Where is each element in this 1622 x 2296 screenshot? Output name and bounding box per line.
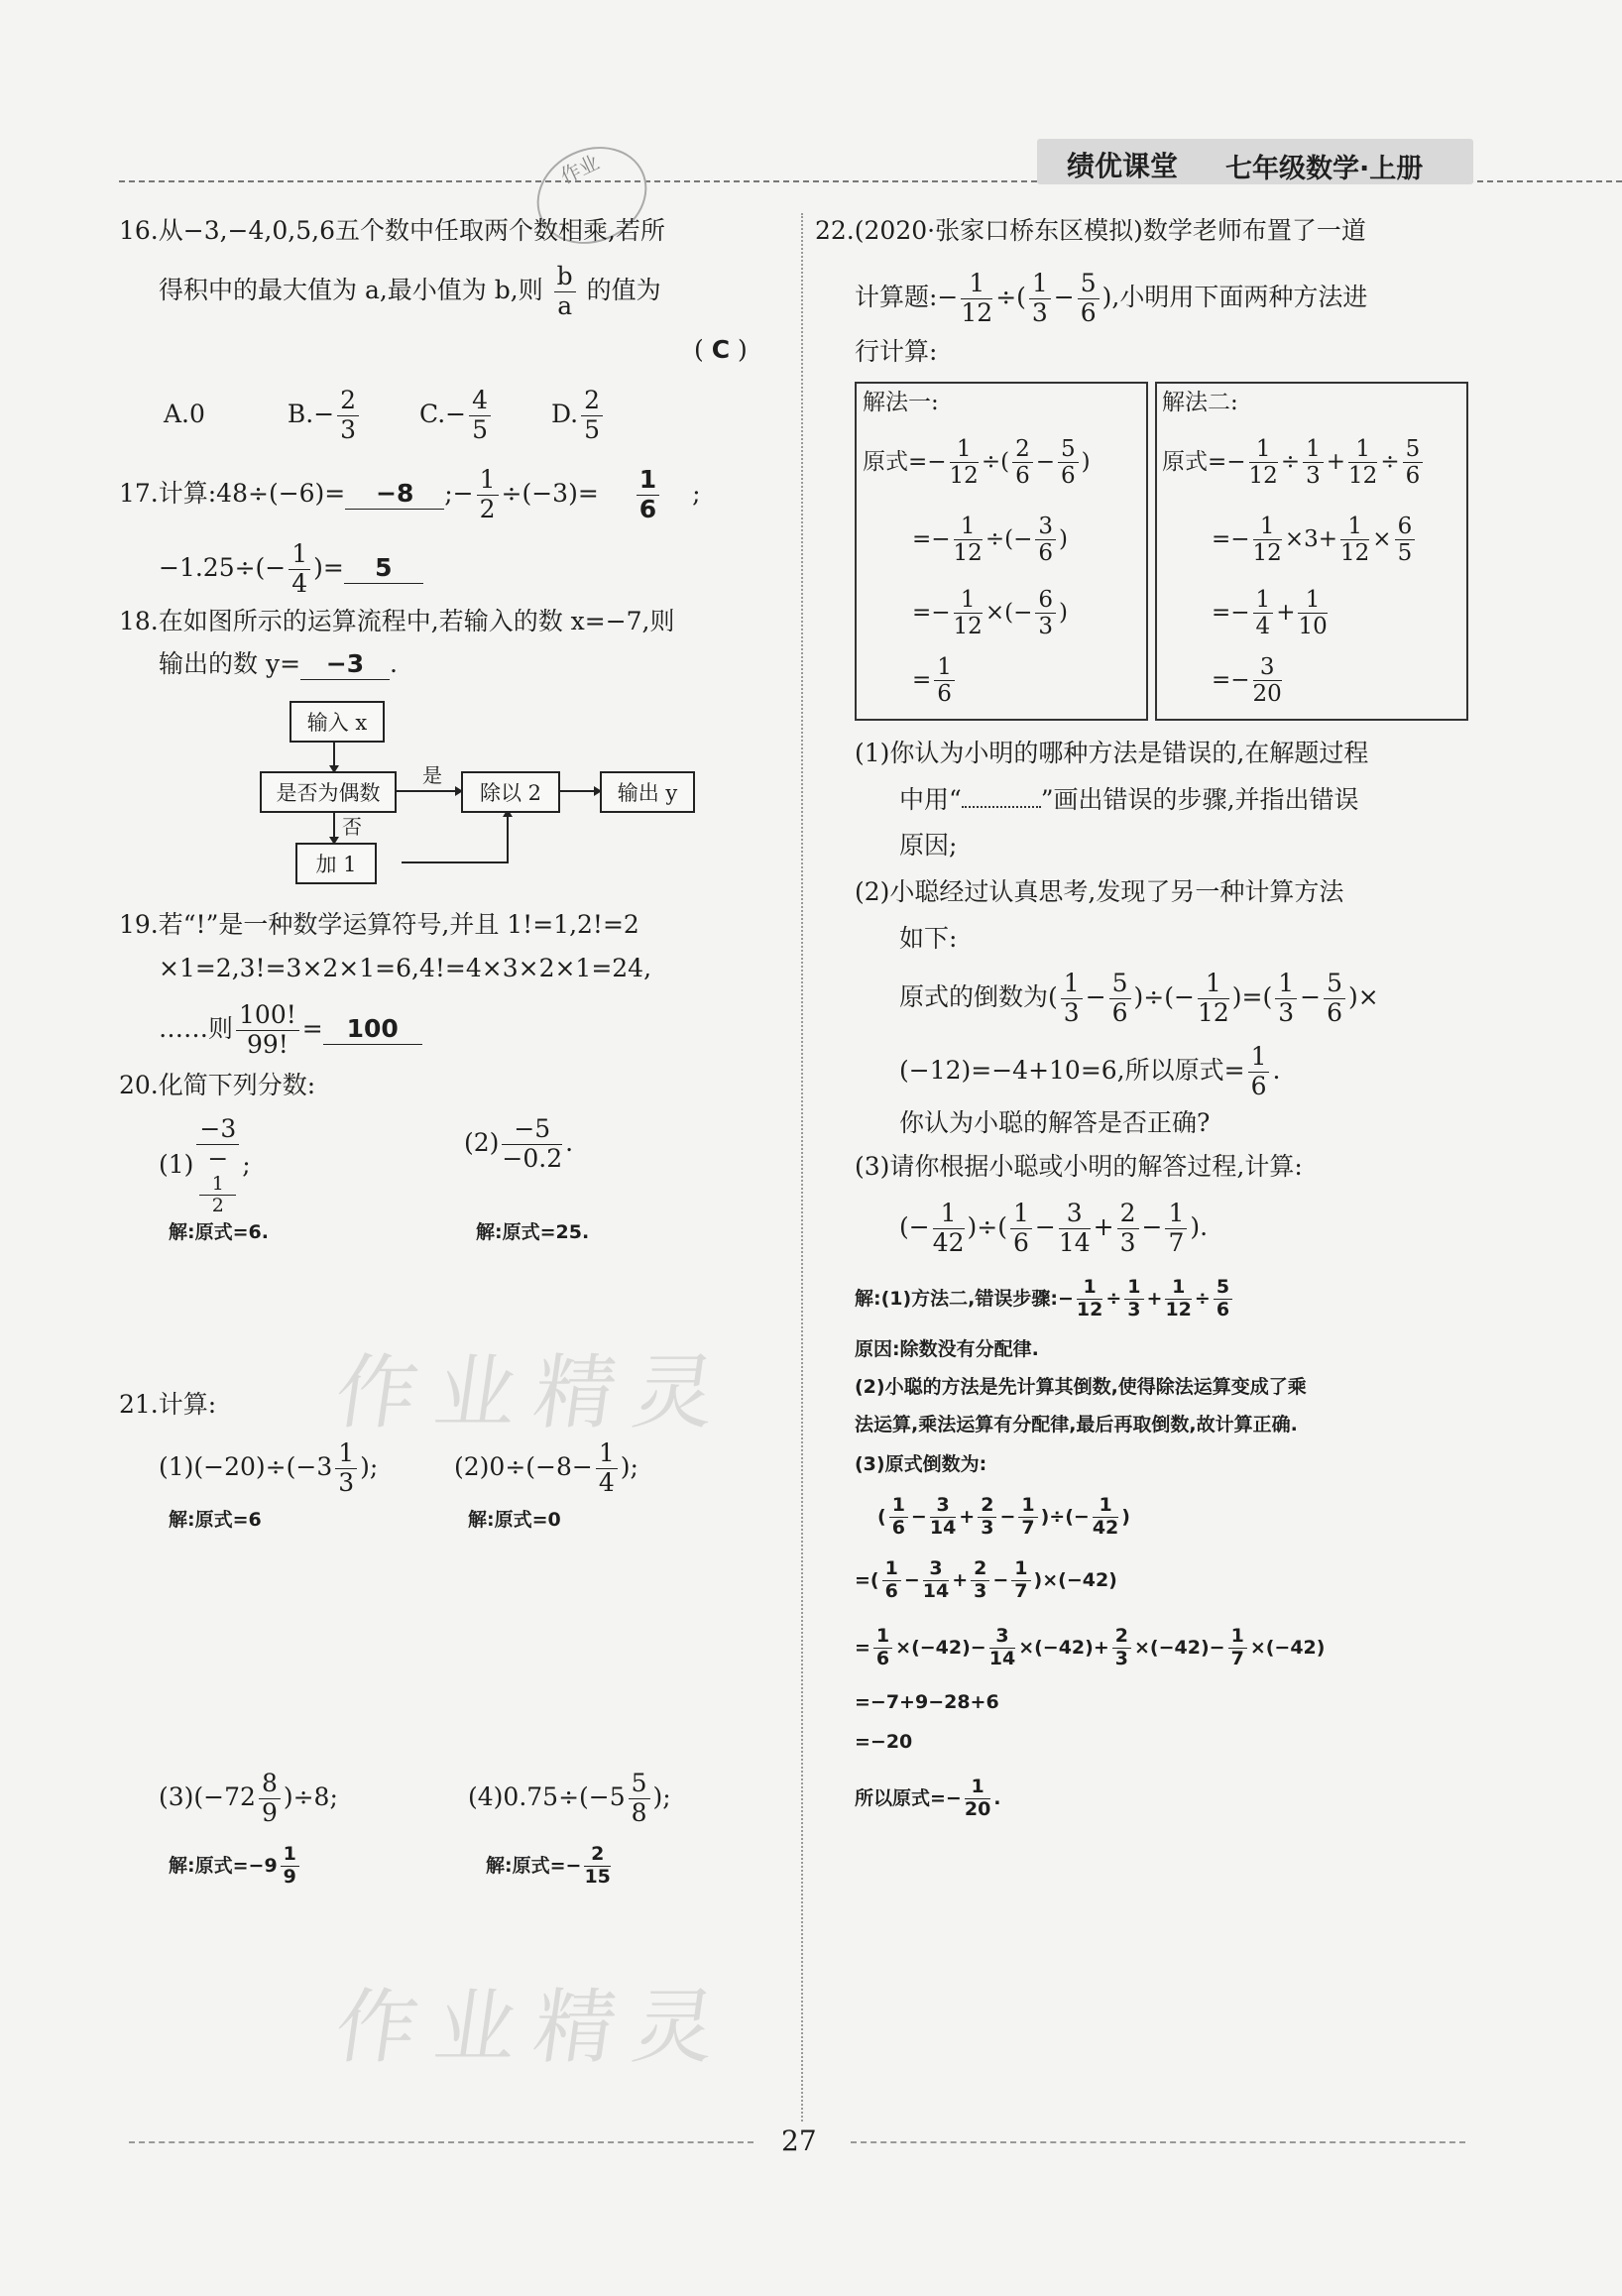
q19-line2: ×1=2,3!=3×2×1=6,4!=4×3×2×1=24, [159,954,652,982]
q21-title: 21.计算: [119,1390,217,1419]
q21-part4: (4)0.75÷(−5 $\frac{5}{8}$ ); [468,1769,671,1827]
q16-options: A.0 B.− $\frac{2}{3}$ C.− $\frac{4}{5}$ D. $\frac{2}{5}$ [164,387,606,445]
q22-answer3-line1: ( $\frac{1}{6}$ − $\frac{3}{14}$ + $\frac{2}{3}$ − $\frac{1}{7}$ )÷(− $\frac{1}{42}$ ) [877,1494,1130,1539]
column-divider [801,213,803,2122]
flow-divide: 除以 2 [461,771,560,813]
q22-sub2-line4: (−12)=−4+10=6,所以原式= $\frac{1}{6}$ . [899,1042,1281,1100]
method1-title: 解法一: [863,390,939,415]
method2-row3: =− $\frac{1}{4}$ + $\frac{1}{10}$ [1212,587,1328,640]
q22-answer1-reason: 原因:除数没有分配律. [855,1338,1039,1360]
page-number: 27 [781,2124,817,2157]
book-title: 七年级数学·上册 [1225,154,1424,184]
q22-sub2-line2: 如下: [899,924,958,953]
flow-check: 是否为偶数 [260,771,397,813]
flow-yes: 是 [422,763,442,787]
q22-sub3-line1: (3)请你根据小聪或小明的解答过程,计算: [855,1152,1303,1181]
q22-sub2-line5: 你认为小聪的解答是否正确? [899,1108,1211,1137]
q22-answer3-line2: =( $\frac{1}{6}$ − $\frac{3}{14}$ + $\frac{2}{3}$ − $\frac{1}{7}$ )×(−42) [855,1557,1117,1602]
watermark: 作业精灵 [329,1346,740,1440]
q21-part2: (2)0÷(−8− $\frac{1}{4}$ ); [454,1438,638,1497]
q17-line1: 17.计算:48÷(−6)= −8 ;− $\frac{1}{2}$ ÷(−3)= $\frac{1}{6}$ ; [119,465,701,523]
flow-add: 加 1 [295,843,377,884]
q22-sub1-line1: (1)你认为小明的哪种方法是错误的,在解题过程 [855,739,1369,767]
q21-answer3: 解:原式=−9 $\frac{1}{9}$ [169,1844,302,1889]
q20-part2: (2) $\frac{-5}{-0.2}$ . [464,1114,574,1173]
flow-no: 否 [342,815,362,839]
q20-answer1: 解:原式=6. [169,1221,269,1243]
q22-sub3-line2: (− $\frac{1}{42}$ )÷( $\frac{1}{6}$ − $\frac{3}{14}$ + $\frac{2}{3}$ − $\frac{1}{7}$ ). [899,1199,1209,1257]
q22-sub2-line1: (2)小聪经过认真思考,发现了另一种计算方法 [855,877,1344,906]
q20-title: 20.化简下列分数: [119,1071,316,1099]
q21-answer4: 解:原式=− $\frac{2}{15}$ [486,1843,611,1888]
q19-line1: 19.若“!”是一种数学运算符号,并且 1!=1,2!=2 [119,910,639,939]
flow-input: 输入 x [290,701,385,743]
fraction: $\frac{b}{a}$ [554,263,576,321]
header-banner [1037,139,1473,184]
q22-sub1-line3: 原因; [899,831,958,860]
q22-line1: 22.(2020·张家口桥东区模拟)数学老师布置了一道 [815,216,1366,245]
q20-answer2: 解:原式=25. [476,1221,590,1243]
q22-answer1: 解:(1)方法二,错误步骤:− $\frac{1}{12}$ ÷ $\frac{1}{3}$ + $\frac{1}{12}$ ÷ $\frac{5}{6}$ [855,1277,1235,1321]
method2-row4: =− $\frac{3}{20}$ [1212,654,1282,708]
q20-part1: (1) −3 − 1 2 ; [159,1114,251,1217]
method2-row1: 原式=− $\frac{1}{12}$ ÷ $\frac{1}{3}$ + $\frac{1}{12}$ ÷ $\frac{5}{6}$ [1162,436,1426,490]
q18-line2: 输出的数 y= −3 . [159,649,398,678]
q22-line2: 计算题:− $\frac{1}{12}$ ÷( $\frac{1}{3}$ − $\frac{5}{6}$ ),小明用下面两种方法进 [855,269,1368,327]
q22-answer3-line4: =−7+9−28+6 [855,1691,999,1713]
footer-rule-left [129,2141,753,2143]
method2-row2: =− $\frac{1}{12}$ ×3+ $\frac{1}{12}$ × $\frac{6}{5}$ [1212,514,1418,567]
stamp: 作业 [521,129,662,261]
q22-answer3-line5: =−20 [855,1731,913,1753]
q16-line2: 得积中的最大值为 a,最小值为 b,则 $\frac{b}{a}$ 的值为 [159,262,661,320]
flow-output: 输出 y [600,771,695,813]
q22-answer3-line3: = $\frac{1}{6}$ ×(−42)− $\frac{3}{14}$ ×(−42)+ $\frac{2}{3}$ ×(−42)− $\frac{1}{7}$ ×(−42) [855,1625,1326,1669]
brand-name: 绩优课堂 [1067,150,1179,182]
q21-answer2: 解:原式=0 [468,1509,561,1531]
q21-part1: (1)(−20)÷(−3 $\frac{1}{3}$ ); [159,1438,379,1497]
q16-line1: 16.从−3,−4,0,5,6五个数中任取两个数相乘,若所 [119,216,665,245]
q21-answer1: 解:原式=6 [169,1509,262,1531]
q22-answer2-line1: (2)小聪的方法是先计算其倒数,使得除法运算变成了乘 [855,1376,1307,1398]
q16-answer: ( C ) [694,335,748,364]
q22-sub2-line3: 原式的倒数为( $\frac{1}{3}$ − $\frac{5}{6}$ )÷(− $\frac{1}{12}$ )=( $\frac{1}{3}$ − $\frac{5}{6}$ )× [899,969,1379,1027]
q21-part3: (3)(−72 $\frac{8}{9}$ )÷8; [159,1769,338,1827]
q18-line1: 18.在如图所示的运算流程中,若输入的数 x=−7,则 [119,607,675,635]
q22-answer3-title: (3)原式倒数为: [855,1453,987,1475]
method1-row1: 原式=− $\frac{1}{12}$ ÷( $\frac{2}{6}$ − $\frac{5}{6}$ ) [863,436,1091,490]
q22-answer3-final: 所以原式=− $\frac{1}{20}$ . [855,1776,1001,1820]
q22-sub1-line2: 中用“ ”画出错误的步骤,并指出错误 [899,785,1359,814]
footer-rule-right [851,2141,1465,2143]
q22-line3: 行计算: [855,337,938,366]
method2-title: 解法二: [1162,390,1238,415]
method1-row3: =− $\frac{1}{12}$ ×(− $\frac{6}{3}$ ) [912,587,1068,640]
q17-line2: −1.25÷(− $\frac{1}{4}$ )= 5 [159,540,423,599]
q19-line3: ……则 $\frac{100!}{99!}$ = 100 [159,1001,422,1060]
method1-row4: = $\frac{1}{6}$ [912,654,958,708]
watermark: 作业精灵 [329,1981,740,2075]
method1-row2: =− $\frac{1}{12}$ ÷(− $\frac{3}{6}$ ) [912,514,1068,567]
q22-answer2-line2: 法运算,乘法运算有分配律,最后再取倒数,故计算正确. [855,1414,1298,1435]
